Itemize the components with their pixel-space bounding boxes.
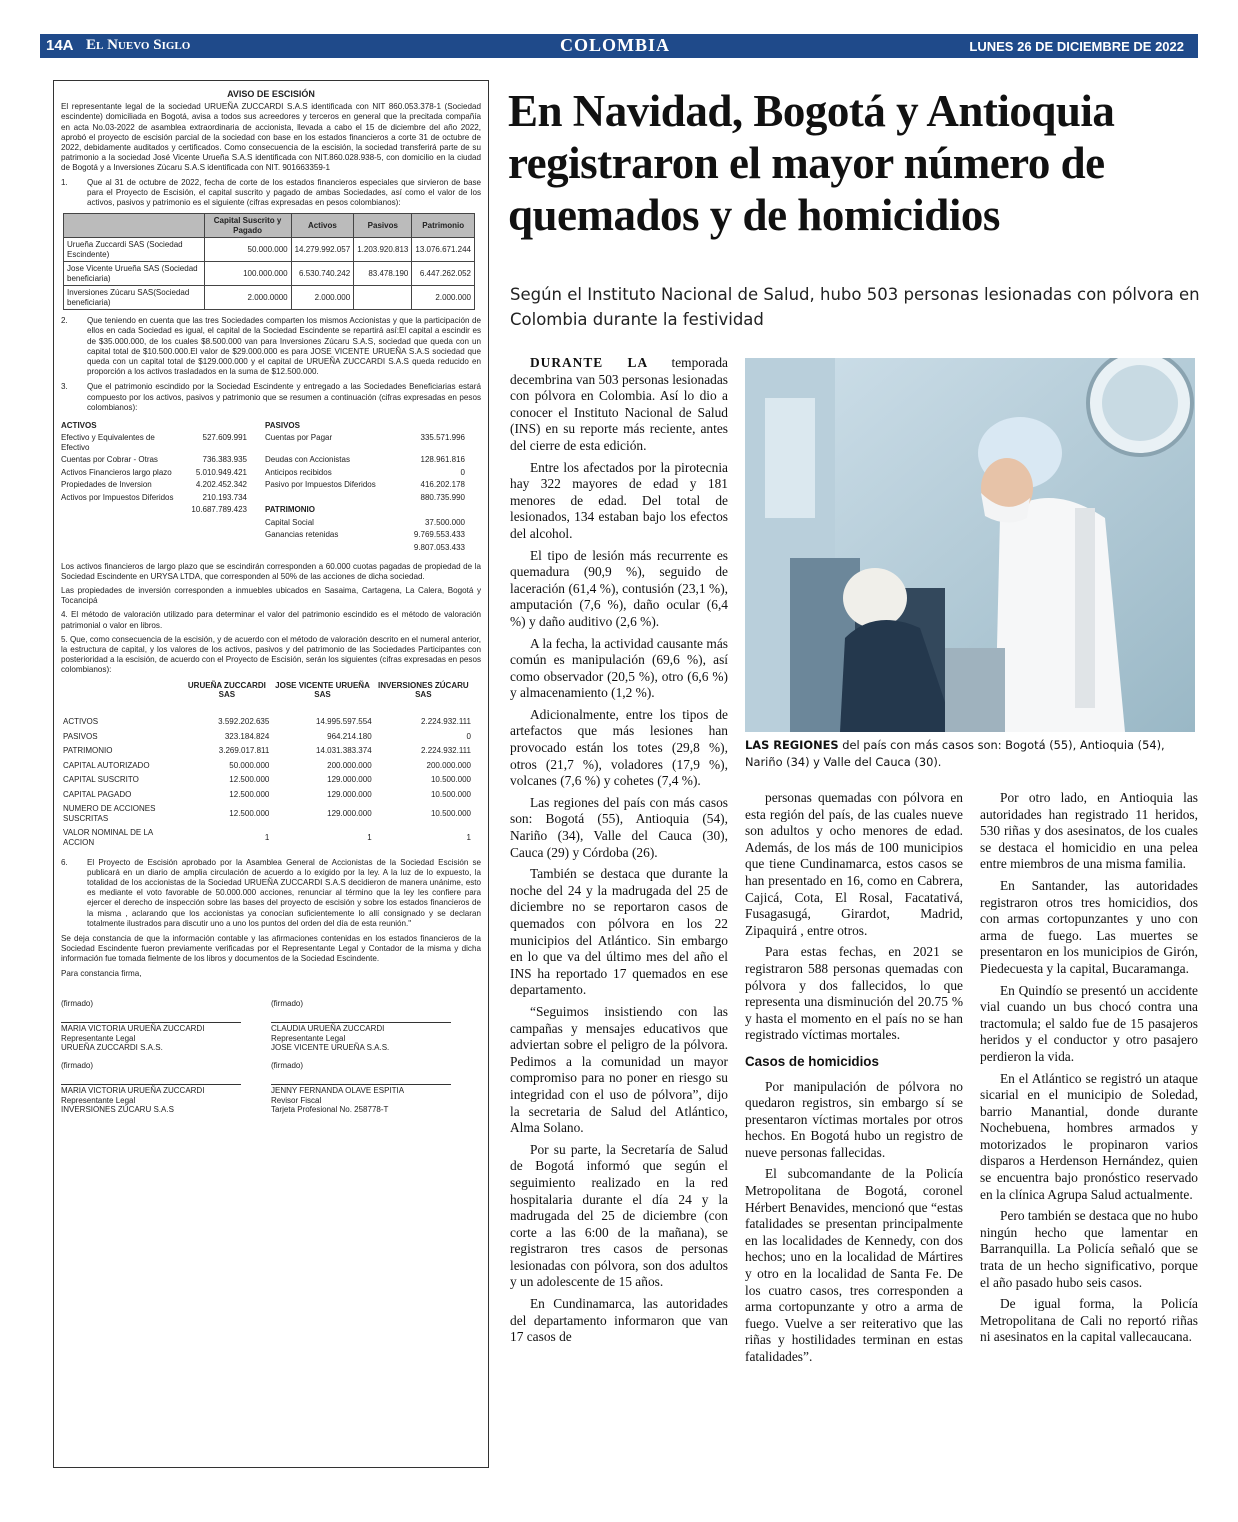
table-row: Urueña Zuccardi SAS (Sociedad Escindente) 50.000.000 14.279.992.057 1.203.920.813 13.076.671.244 [64, 238, 475, 262]
ap-cell [179, 516, 247, 529]
notice-item-3: 3. Que el patrimonio escindido por la Sociedad Escindente y entregado a las Sociedades Beneficiarias estará compuesto por los activos, pasivos y patrimonio que se resumen a continuación (cifras expresadas en pesos colombianos): [61, 382, 481, 412]
article-paragraph: Pero también se destaca que no hubo ningún hecho que lamentar en Barranquilla. La Policía señaló que se trata de un hecho significativo, porque el año pasado hubo seis casos. [980, 1208, 1198, 1290]
article-paragraph: En Cundinamarca, las autoridades del departamento informaron que van 17 casos de [510, 1296, 728, 1345]
notice-item-1: 1. Que al 31 de octubre de 2022, fecha de corte de los estados financieros especiales que sirvieron de base para el Proyecto de Escisión, el capital suscrito y pagado de ambas Sociedades, así como el valor de los activos, pasivos y patrimonio es el siguiente (cifras expresadas en pesos colombianos): [61, 177, 481, 208]
legal-notice-box [53, 80, 489, 1468]
article-paragraph: En Quindío se presentó un accidente vial cuando un bus chocó contra una tractomula; el saldo fue de 15 pasajeros heridos y el conductor y otro pasajero perdieron la vida. [980, 982, 1198, 1064]
ap-cell: Activos por Impuestos Diferidos [61, 492, 174, 502]
ap-cell: 335.571.996 [420, 433, 465, 443]
article-subhead: Según el Instituto Nacional de Salud, hubo 503 personas lesionadas con pólvora en Colombia durante la festividad [510, 285, 1200, 329]
capital-table: Capital Suscrito y Pagado Activos Pasivos Patrimonio Urueña Zuccardi SAS (Sociedad Escindente) 50.000.000 14.279.992.057 1.203.920.813 13.076.671.244 Jose Vicente Urueña SAS (Sociedad beneficiaria) 100.000.000 6.530.740.242 83.478.190 6.447.262.052 Inversiones Zúcaru SAS(Sociedad beneficiaria) 2.000.0000 2.000.000 2.000.000 [63, 213, 475, 310]
article-paragraph: Por manipulación de pólvora no quedaron registros, sin embargo sí se presentaron víctimas mortales por otros hechos. En Bogotá hubo un registro de nueve personas fallecidas. [745, 1078, 963, 1160]
ap-cell [179, 529, 247, 542]
notice-constancia: Se deja constancia de que la información contable y las afirmaciones contenidas en los estados financieros de la Sociedad Escindente fueron previamente verificadas por el Representante Legal y Contador de la misma y dicha información fue tomada fielmente de los libros y documentos de la Sociedad Escindente. [61, 934, 481, 964]
ap-cell: PATRIMONIO [265, 505, 315, 515]
signatures [61, 999, 481, 1115]
notice-intro: El representante legal de la sociedad URUEÑA ZUCCARDI S.A.S identificada con NIT 860.053.378-1 (Sociedad escindente) domiciliada en Bogotá, avisa a todos sus acreedores y terceros en general que la precitada compañía en acta No.03-2022 de asamblea extraordinaria de accionista, llevada a cabo el 15 de diciembre del año 2022, aprobó el proyecto de escisión parcial de la sociedad con base en los estados financieros a corte 31 de octubre de 2022, debidamente auditados y certificados. Como consecuencia de la escisión, la sociedad transferirá parte de su patrimonio a la sociedad José Vicente Urueña S.A.S identificada con NIT.860.028.938-5, con domicilio en la ciudad de Bogotá y a Inversiones Zúcaru S.A.S identificada con NIT. 901663359-1 [61, 102, 481, 173]
ap-cell: PASIVOS [265, 420, 300, 430]
ap-cell [61, 541, 179, 554]
article-paragraph: A la fecha, la actividad causante más común es manipulación (69,6 %), así como observador (20,5 %), otro (6,6 %) y almacenamiento (1,2 %). [510, 635, 728, 701]
page-header-bar [40, 34, 1198, 58]
ap-cell: Ganancias retenidas [265, 530, 339, 540]
section-title: COLOMBIA [560, 35, 671, 55]
ap-cell: 128.961.816 [420, 455, 465, 465]
article-column-1 [510, 355, 728, 1351]
table-row: Jose Vicente Urueña SAS (Sociedad beneficiaria) 100.000.000 6.530.740.242 83.478.190 6.447.262.052 [64, 262, 475, 286]
signature-block: (firmado) MARIA VICTORIA URUEÑA ZUCCARDI Representante Legal URUEÑA ZUCCARDI S.A.S. [61, 999, 271, 1053]
nurse-patient-photo [745, 358, 1195, 732]
ap-cell [383, 419, 465, 432]
ap-cell: ACTIVOS [61, 420, 97, 430]
ap-cell: 5.010.949.421 [195, 467, 247, 477]
ap-cell: Capital Social [265, 517, 314, 527]
article-paragraph: Adicionalmente, entre los tipos de artefactos que más lesiones han provocado están los totes (29,8 %), otros (21,7 %), voladores (17,9 %), volcanes (7,6 %) y cohetes (7,4 %). [510, 706, 728, 789]
table-row: Inversiones Zúcaru SAS(Sociedad beneficiaria) 2.000.0000 2.000.000 2.000.000 [64, 286, 475, 310]
ap-cell [61, 529, 179, 542]
ap-cell: Anticipos recibidos [265, 467, 332, 477]
ap-cell: 736.383.935 [202, 455, 247, 465]
table-row: PASIVOS 323.184.824 964.214.180 0 [63, 731, 471, 741]
post-escision-table: URUEÑA ZUCCARDI SAS JOSE VICENTE URUEÑA SAS INVERSIONES ZÚCARU SAS ACTIVOS 3.592.202.635 14.995.597.554 2.224.932.111 PASIVOS 323.184.824 964.214.180 0 PATRIMONIO 3.269.017.811 14.031.383.374 2.224.932.111 CAPITAL AUTORIZADO 50.000.000 200.000.000 200.000.000 CAPITAL SUSCRITO 12.500.000 129.000.000 10.500.000 CAPITAL PAGADO 12.500.000 129.000.000 10.500.000 NUMERO DE ACCIONES SUSCRITAS 12.500.000 129.000.000 10.500.000 VALOR NOMINAL DE LA ACCION 1 1 1 [61, 680, 473, 850]
ap-cell: 10.687.789.423 [191, 505, 247, 515]
table-row: PATRIMONIO 3.269.017.811 14.031.383.374 2.224.932.111 [63, 746, 471, 756]
ap-cell [179, 541, 247, 554]
notice-cuotas: Los activos financieros de largo plazo que se escindirán corresponden a 60.000 cuotas pagadas de propiedad de la Sociedad Escindente en URYSA LTDA, que corresponden al 50% de las acciones de dicha sociedad. [61, 561, 481, 581]
notice-firma: Para constancia firma, [61, 968, 142, 978]
ap-cell: 527.609.991 [202, 433, 247, 443]
article-paragraph: Por su parte, la Secretaría de Salud de Bogotá informó que según el seguimiento realizado en la red hospitalaria durante el día 24 y la madrugada del 25 de diciembre (con corte a las 6:00 de la mañana), se registraron tres casos de personas lesionadas con pólvora, son dos adultos y un adolescente de 15 años. [510, 1141, 728, 1290]
article-paragraph: También se destaca que durante la noche del 24 y la madrugada del 25 de diciembre no se reportaron casos de quemados con pólvora en los 22 municipios del Atlántico. Sin embargo en lo que va del último mes del año el INS ha reportado 17 quemados en ese departamento. [510, 866, 728, 998]
ap-cell: Pasivo por Impuestos Diferidos [265, 480, 376, 490]
ap-cell [179, 419, 247, 432]
table-row: CAPITAL SUSCRITO 12.500.000 129.000.000 10.500.000 [63, 775, 471, 785]
notice-item-2: 2. Que teniendo en cuenta que las tres Sociedades comparten los mismos Accionistas y que la participación de ellos en cada Sociedad es igual, el capital de la Sociedad Escindente se repartirá así:El capital a escindir es de $35.000.000, de los cuales $8.500.000 van para Inversiones Zúcaru S.A.S, sociedad que queda con un capital total de $10.500.000.El valor de $29.000.000 es para JOSE VICENTE URUEÑA S.A.S sociedad que queda con un capital total de $129.000.000 y el capital de URUEÑA ZUCCARDI S.A.S queda reducido en proporción a los activos trasladados en la suma de $12.500.000. [61, 316, 481, 377]
photo-caption: LAS REGIONES del país con más casos son: Bogotá (55), Antioquia (54), Nariño (34) y Valle del Cauca (30). [745, 738, 1165, 769]
signature-block: (firmado) JENNY FERNANDA OLAVE ESPITIA Revisor Fiscal Tarjeta Profesional No. 258778-T [271, 1061, 481, 1115]
ap-cell: 9.769.553.433 [413, 530, 465, 540]
ap-cell: 880.735.990 [420, 492, 465, 502]
ap-cell [61, 516, 179, 529]
signature-block: (firmado) MARIA VICTORIA URUEÑA ZUCCARDI Representante Legal INVERSIONES ZÚCARU S.A.S [61, 1061, 271, 1115]
notice-item-4: 4. El método de valoración utilizado para determinar el valor del patrimonio escindido es el método de valoración patrimonial o valor en libros. [61, 610, 481, 630]
ap-cell: 4.202.452.342 [195, 480, 247, 490]
article-column-3 [980, 790, 1198, 1351]
article-paragraph: En el Atlántico se registró un ataque sicarial en el municipio de Soledad, barrio Manantial, donde durante Nochebuena, hombres armados y motorizados le propinaron varios disparos a Herdenson Hernández, quien se encuentra bajo pronóstico reservado en la clínica Agrupa Salud actualmente. [980, 1070, 1198, 1202]
ap-cell: Cuentas por Pagar [265, 433, 333, 443]
article-paragraph: Las regiones del país con más casos son: Bogotá (55), Antioquia (54), Nariño (34), Valle del Cauca (30), Cauca (29) y Córdoba (26). [510, 794, 728, 860]
ap-cell [61, 504, 179, 517]
issue-date: LUNES 26 DE DICIEMBRE DE 2022 [969, 39, 1184, 54]
ap-cell: Cuentas por Cobrar - Otras [61, 455, 158, 465]
ap-cell: 0 [460, 467, 465, 477]
article-column-2 [745, 790, 963, 1371]
ap-cell [383, 504, 465, 517]
ap-cell: 416.202.178 [420, 480, 465, 490]
newspaper-name: El Nuevo Siglo [86, 37, 191, 53]
article-paragraph: Por otro lado, en Antioquia las autoridades han registrado 11 heridos, 530 riñas y dos asesinatos, de los cuales se destaca el homicidio en una pelea entre miembros de una misma familia. [980, 790, 1198, 872]
article-paragraph: En Santander, las autoridades registraron otros tres homicidios, dos con armas cortopunzantes y uno con arma de fuego. Las muertes se presentaron en los municipios de Girón, Piedecuesta y la capital, Bucaramanga. [980, 877, 1198, 976]
table-row: NUMERO DE ACCIONES SUSCRITAS 12.500.000 129.000.000 10.500.000 [63, 804, 471, 823]
article-paragraph: El tipo de lesión más recurrente es quemadura (90,9 %), seguido de laceración (61,4 %), contusión (23,1 %), amputación (7,6 %), daño ocular (6,4 %) y daño auditivo (2,6 %). [510, 547, 728, 629]
ap-cell: 210.193.734 [202, 492, 247, 502]
page-number: 14A [46, 37, 74, 54]
notice-item-6: 6. El Proyecto de Escisión aprobado por la Asamblea General de Accionistas de la Sociedad Escisión se publicará en un diario de amplia circulación de acuerdo a lo exigido por la ley. A la luz de lo expuesto, la totalidad de los accionistas de la Sociedad URUEÑA ZUCCARDI S.A.S decidieron de manera unánime, esto es mediante el voto favorable de 50.000.000 acciones, renunciar al término que la ley les confiere para ejercer el derecho de inspección sobre las bases del proyecto de escisión y sobre los estados financieros de la misma , aclarando que los accionistas ya conocían suficientemente lo allí consignado y se declaran totalmente ilustrados para discutir uno a uno los puntos del orden del día de esta reunión." [61, 857, 481, 928]
ap-cell [265, 541, 383, 554]
ap-cell: 9.807.053.433 [413, 542, 465, 552]
article-paragraph: De igual forma, la Policía Metropolitana de Cali no reportó riñas ni asesinatos en la capital vallecaucana. [980, 1296, 1198, 1345]
notice-title: AVISO DE ESCISIÓN [227, 89, 315, 99]
signature-block: (firmado) CLAUDIA URUEÑA ZUCCARDI Representante Legal JOSE VICENTE URUEÑA S.A.S. [271, 999, 481, 1053]
table-row: CAPITAL PAGADO 12.500.000 129.000.000 10.500.000 [63, 789, 471, 799]
ap-cell: Propiedades de Inversion [61, 480, 152, 490]
table-row: ACTIVOS 3.592.202.635 14.995.597.554 2.224.932.111 [63, 717, 471, 727]
section-heading-homicidios: Casos de homicidios [745, 1053, 879, 1069]
ap-cell: Efectivo y Equivalentes de Efectivo [61, 433, 155, 452]
article-paragraph: El subcomandante de la Policía Metropolitana de Bogotá, coronel Hérbert Benavides, mencionó que “estas fatalidades se presentan principalmente en las localidades de Kennedy, con dos hechos; uno en la localidad de Mártires y otro en la localidad de Santa Fe. De los cuatro casos, tres corresponden a arma cortopunzante y otro a arma de fuego. Vuelve a ser reiterativo que las riñas y hostilidades terminan en estas fatalidades”. [745, 1166, 963, 1364]
table-row: VALOR NOMINAL DE LA ACCION 1 1 1 [63, 828, 471, 847]
article-paragraph: Entre los afectados por la pirotecnia hay 322 mayores de edad y 181 menores de edad. Del total de lesionados, 134 estaban bajo los efectos del alcohol. [510, 459, 728, 541]
assets-liabilities-list [61, 419, 481, 554]
article-paragraph: “Seguimos insistiendo con las campañas y mensajes educativos que adviertan sobre el peligro de la pólvora. Pedimos a la comunidad un mayor compromiso para no poner en riesgo su integridad con el uso de pólvora”, dijo la secretaria de Salud del Atlántico, Alma Solano. [510, 1003, 728, 1136]
article-paragraph: DURANTE LA temporada decembrina van 503 personas lesionadas con pólvora en Colombia. Así lo dio a conocer el Instituto Nacional de Salud (INS) en su reporte más reciente, antes del cierre de esta edición. [510, 355, 728, 453]
ap-cell: Activos Financieros largo plazo [61, 467, 172, 477]
article-paragraph: personas quemadas con pólvora en esta región del país, de las cuales nueve son adultos y ocho menores de edad. Además, de los más de 100 municipios que tiene Cundinamarca, estos casos se han presentado en 16, como en Cabrera, Cajicá, Cota, El Rosal, Facatativá, Fusagasugá, Girardot, Madrid, Zipaquirá , entre otros. [745, 790, 963, 938]
ap-cell [265, 491, 383, 504]
article-headline: En Navidad, Bogotá y Antioquia registraron el mayor número de quemados y de homicidios [508, 86, 1115, 240]
table-row: CAPITAL AUTORIZADO 50.000.000 200.000.000 200.000.000 [63, 760, 471, 770]
ap-cell: Deudas con Accionistas [265, 455, 350, 465]
hospital-photo-illustration [745, 358, 1195, 732]
notice-inmuebles: Las propiedades de inversión corresponden a inmuebles ubicados en Sasaima, Cartagena, La Calera, Bogotá y Tocancipá [61, 585, 481, 606]
article-paragraph: Para estas fechas, en 2021 se registraron 588 personas quemadas con pólvora y dos fallecidos, lo que representa una disminución del 20.75 % y hasta el momento en el país no se han registrado víctimas mortales. [745, 944, 963, 1043]
ap-cell: 37.500.000 [424, 517, 465, 527]
notice-item-5: 5. Que, como consecuencia de la escisión, y de acuerdo con el método de valoración descrito en el numeral anterior, la estructura de capital, y los valores de los activos, pasivos y del patrimonio de las Sociedades Participantes con posterioridad a la escisión, de acuerdo con el Proyecto de Escisión, serán los siguientes (cifras expresadas en pesos colombianos): [61, 634, 481, 675]
